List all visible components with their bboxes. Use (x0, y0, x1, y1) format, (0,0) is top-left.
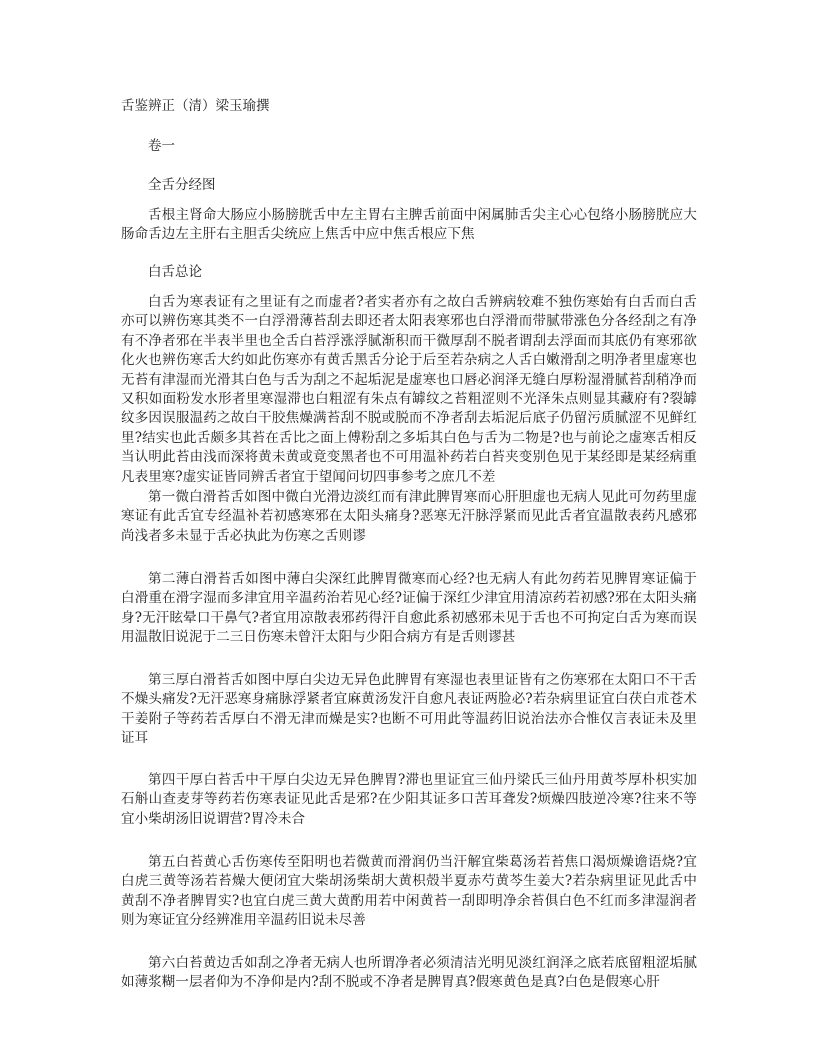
paragraph-item-6: 第六白苔黄边舌如刮之净者无病人也所谓净者必须清洁光明见淡红润泽之底若底留粗涩垢腻如薄浆糊一层者仰为不净仰是内?刮不脱或不净者是脾胃真?假寒黄色是真?白色是假寒心肝 (121, 955, 697, 991)
paragraph-item-1: 第一微白滑苔舌如图中微白光滑边淡红而有津此脾胃寒而心肝胆虚也无病人见此可勿药里虚寒证有此舌宜专经温补若初感寒邪在太阳头痛身?恶寒无汗脉浮紧而见此舌者宜温散表药凡感邪尚浅者多未显于舌必执此为伤寒之舌则谬 (121, 489, 697, 544)
paragraph-white-tongue-overview: 白舌为寒表证有之里证有之而虚者?者实者亦有之故白舌辨病较难不独伤寒始有白舌而白舌亦可以辨伤寒其类不一白浮滑薄苔刮去即还者太阳表寒邪也白浮滑而带腻带涨色分各经刮之有净有不净者邪在半表半里也全舌白苔浮涨浮腻渐积而干微厚刮不脱者谓刮去浮面而其底仍有寒邪欲化火也辨伤寒舌大约如此伤寒亦有黄舌黑舌分论于后至若杂病之人舌白嫩滑刮之明净者里虚寒也无苔有津湿而光滑其白色与舌为刮之不起垢泥是虚寒也口唇必润泽无缝白厚粉湿滑腻苔刮稍净而又积如面粉发水形者里寒湿滞也白粗涩有朱点有罅纹之苔粗涩则不光泽朱点则显其藏府有?裂罅纹多因误服温药之故白干胶焦燥满苔刮不脱或脱而不净者刮去垢泥后底子仍留污质腻涩不见鲜红里?结实也此舌颇多其苔在舌比之面上傅粉刮之多垢其白色与舌为二物是?也与前论之虚寒舌相反当认明此苔由浅而深将黄未黄或竟变黑者也不可用温补药若白苔夹变别色见于某经即是某经病重凡表里寒?虚实证皆同辨舌者宜于望闻问切四事参考之庶几不差 (121, 294, 697, 485)
section-heading-tongue-map: 全舌分经图 (148, 177, 216, 193)
paragraph-tongue-map: 舌根主肾命大肠应小肠膀胱舌中左主胃右主脾舌前面中闲属肺舌尖主心心包络小肠膀胱应大肠命舌边左主肝右主胆舌尖统应上焦舌中应中焦舌根应下焦 (121, 207, 697, 243)
paragraph-item-2: 第二薄白滑苔舌如图中薄白尖深红此脾胃微寒而心经?也无病人有此勿药若见脾胃寒证偏于白滑重在滑字湿而多津宜用辛温药治若见心经?证偏于深红少津宜用清凉药若初感?邪在太阳头痛身?无汗眩晕口干鼻气?者宜用凉散表邪药得汗自愈此系初感邪未见于舌也不可拘定白舌为寒而误用温散旧说泥于二三日伤寒未曾汗太阳与少阳合病方有是舌则谬甚 (121, 571, 697, 646)
paragraph-item-4: 第四干厚白苔舌中干厚白尖边无异色脾胃?滞也里证宜三仙丹梁氏三仙丹用黄芩厚朴枳实加石斛山查麦芽等药若伤寒表证见此舌是邪?在少阳其证多口苦耳聋发?烦燥四肢逆冷寒?往来不等宜小柴胡汤旧说谓营?胃冷未合 (121, 772, 697, 827)
volume-heading: 卷一 (148, 138, 175, 154)
section-heading-white-tongue: 白舌总论 (148, 264, 202, 280)
document-title: 舌鉴辨正（清）梁玉瑜撰 (121, 98, 270, 114)
paragraph-item-5: 第五白苔黄心舌伤寒传至阳明也若微黄而滑润仍当汗解宜柴葛汤若苔焦口渴烦燥谵语烧?宜白虎三黄等汤若苔燥大便闭宜大柴胡汤柴胡大黄枳殻半夏赤芍黄芩生姜大?若杂病里证见此舌中黄刮不净者脾胃实?也宜白虎三黄大黄酌用若中闲黄苔一刮即明净余苔俱白色不红而多津湿润者则为寒证宜分经辨准用辛温药旧说未尽善 (121, 854, 697, 929)
paragraph-item-3: 第三厚白滑苔舌如图中厚白尖边无异色此脾胃有寒湿也表里证皆有之伤寒邪在太阳口不干舌不燥头痛发?无汗恶寒身痛脉浮紧者宜麻黄汤发汗自愈凡表证两脸必?若杂病里证宜白茯白朮苍术干姜附子等药若舌厚白不滑无津而燥是实?也断不可用此等温药旧说治法亦合惟仅言表证未及里证耳 (121, 672, 697, 747)
